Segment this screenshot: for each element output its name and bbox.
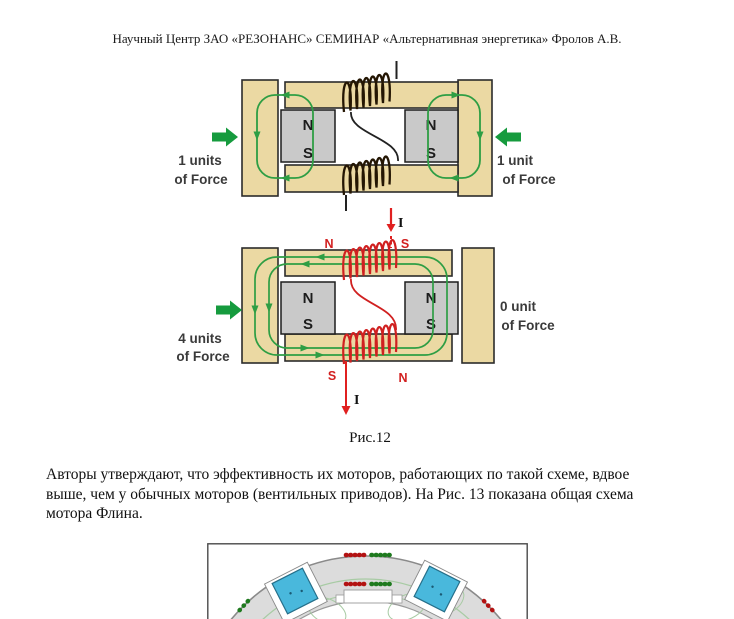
coil-pole-label-top-s: S [400, 237, 410, 251]
coil-connecting-wire-red [351, 279, 396, 330]
fig12-top-diagram [174, 61, 556, 211]
force-arrow-left [212, 128, 238, 147]
stator-pole-center [336, 590, 402, 603]
figure-12 [160, 58, 580, 420]
force-arrow-left [216, 301, 242, 320]
current-label-bottom: I [354, 393, 360, 408]
right-force-label-1: 0 unit [500, 299, 536, 314]
paragraph-line: Авторы утверждают, что эффективность их моторов, работающих по такой схеме, вдвое [46, 466, 630, 483]
left-force-label-2: of Force [174, 172, 228, 187]
right-magnet-n-label: N [425, 117, 437, 134]
force-arrow-right [495, 128, 521, 147]
fig12-current-arrow-bottom [342, 361, 360, 415]
current-label-top: I [398, 216, 404, 231]
right-force-label-1: 1 unit [497, 153, 533, 168]
left-force-label-2: of Force [176, 349, 230, 364]
left-magnet-n-label: N [302, 117, 314, 134]
right-magnet-s-label: S [425, 316, 437, 333]
coil-pole-label-bottom-s: S [327, 369, 337, 383]
current-arrowhead-icon [387, 224, 396, 232]
paragraph-line: выше, чем у обычных моторов (вентильных приводов). На Рис. 13 показана общая схема [46, 485, 634, 503]
left-magnet-s-label: S [302, 145, 314, 162]
coil-pole-label-top-n: N [324, 237, 334, 251]
left-force-label-1: 4 units [178, 331, 222, 346]
right-force-label-2: of Force [501, 318, 555, 333]
coil-pole-label-bottom-n: N [398, 371, 408, 385]
left-magnet-n-label: N [302, 290, 314, 307]
right-magnet-s-label: S [425, 145, 437, 162]
left-magnet-s-label: S [302, 316, 314, 333]
fig12-caption: Рис.12 [349, 430, 391, 446]
coil-connecting-wire [351, 112, 398, 161]
right-magnet-n-label: N [425, 290, 437, 307]
body-paragraph [46, 465, 698, 524]
current-arrowhead-icon [342, 406, 351, 415]
core-right-bar-detached [462, 248, 494, 363]
paragraph-line: мотора Флина. [46, 505, 143, 523]
left-force-label-1: 1 units [178, 153, 222, 168]
right-force-label-2: of Force [502, 172, 556, 187]
page-header: Научный Центр ЗАО «РЕЗОНАНС» СЕМИНАР «Альтернативная энергетика» Фролов А.В. [112, 31, 622, 46]
fig12-bottom-diagram [176, 237, 555, 385]
figure-13-partial [207, 543, 528, 619]
